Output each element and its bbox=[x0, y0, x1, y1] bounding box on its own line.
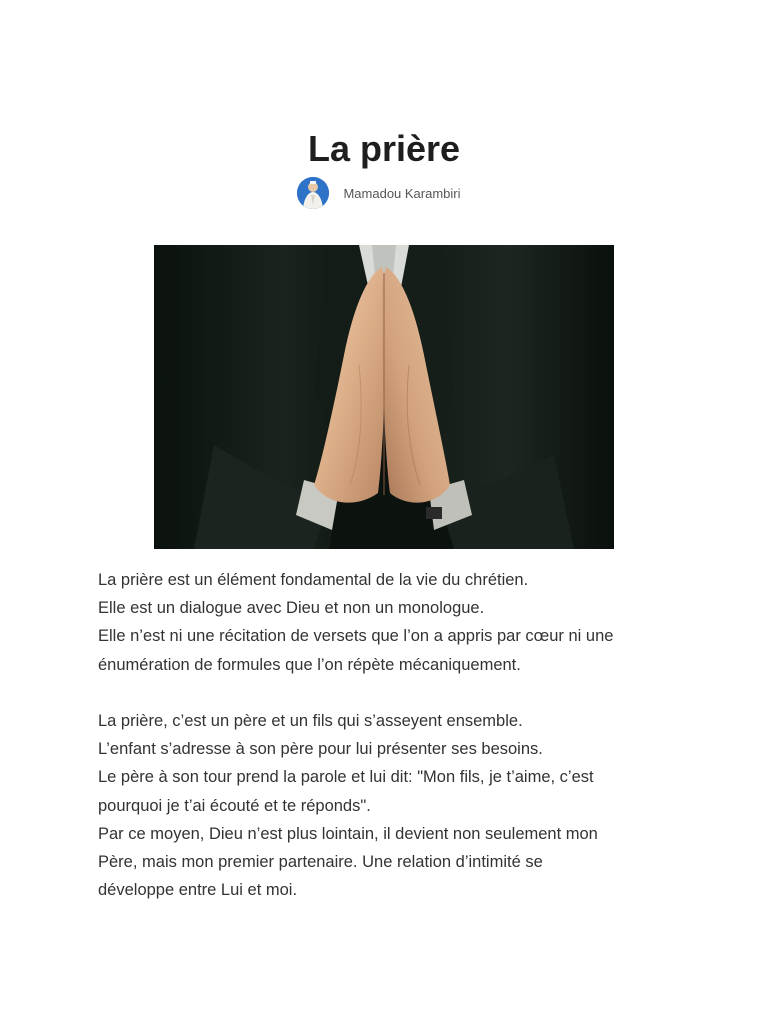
body-line: énumération de formules que l’on répète mécaniquement. bbox=[98, 655, 521, 674]
body-line: développe entre Lui et moi. bbox=[98, 881, 298, 900]
body-line: pourquoi je t’ai écouté et te réponds". bbox=[98, 796, 371, 815]
body-line: La prière, c’est un père et un fils qui s’asseyent ensemble. bbox=[98, 712, 523, 730]
body-line: Par ce moyen, Dieu n’est plus lointain, il devient non seulement mon bbox=[98, 824, 598, 843]
article-body bbox=[98, 566, 678, 904]
author-avatar[interactable] bbox=[297, 177, 329, 209]
avatar-image bbox=[297, 177, 329, 209]
body-line: La prière est un élément fondamental de la vie du chrétien. bbox=[98, 571, 529, 589]
body-line: Père, mais mon premier partenaire. Une relation d’intimité se bbox=[98, 853, 543, 872]
body-line: Elle est un dialogue avec Dieu et non un monologue. bbox=[98, 599, 485, 618]
praying-hands-image bbox=[154, 245, 614, 549]
article-title: La prière bbox=[307, 128, 461, 169]
body-line: Le père à son tour prend la parole et lui dit: "Mon fils, je t’aime, c’est bbox=[98, 768, 594, 787]
author-byline[interactable] bbox=[0, 177, 768, 209]
author-name[interactable]: Mamadou Karambiri bbox=[343, 185, 461, 201]
paragraph-spacer bbox=[98, 679, 678, 707]
body-line: L’enfant s’adresse à son père pour lui présenter ses besoins. bbox=[98, 740, 543, 759]
body-line: Elle n’est ni une récitation de versets que l’on a appris par cœur ni une bbox=[98, 627, 614, 646]
